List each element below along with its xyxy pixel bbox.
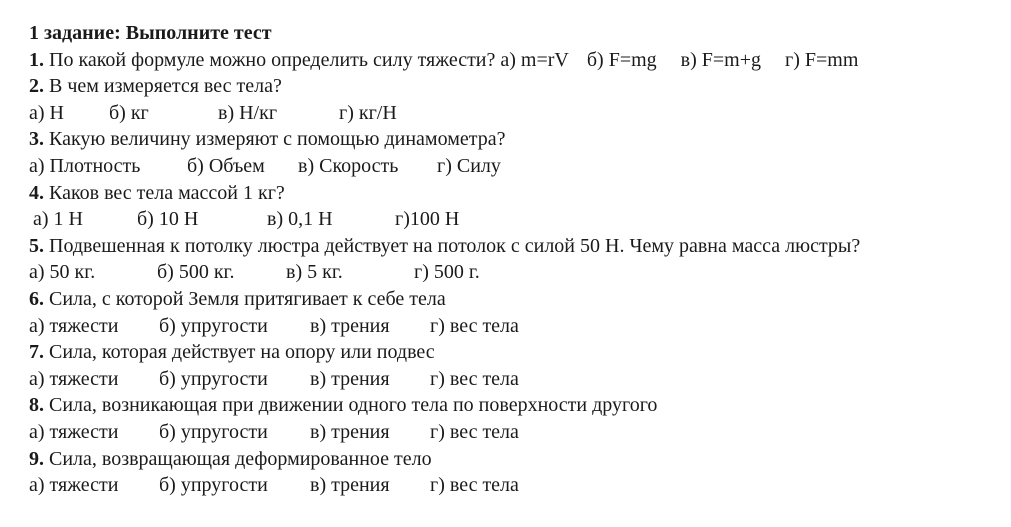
question-number: 8. [29,394,44,417]
option-b: б) Объем [187,154,265,177]
options-2 [29,100,1004,127]
question-number: 9. [29,447,44,470]
option-d: г) 500 г. [414,261,480,284]
question-9 [29,446,1004,473]
option-c: в) Н/кг [218,101,278,124]
options-5 [29,259,1004,286]
question-7 [29,339,1004,366]
option-c: в) Скорость [298,154,399,177]
question-3 [29,126,1004,153]
option-d: г)100 Н [395,208,460,231]
option-d: г) вес тела [430,420,519,443]
question-text: Сила, которая действует на опору или подвес [49,341,435,364]
question-number: 4. [29,181,44,204]
option-b: б) упругости [159,314,268,337]
test-document [29,20,1004,499]
options-3 [29,153,1004,180]
question-8 [29,392,1004,419]
question-5 [29,233,1004,260]
option-a: а) тяжести [29,314,119,337]
question-2 [29,73,1004,100]
question-number: 7. [29,341,44,364]
option-b: б) упругости [159,420,268,443]
options-9 [29,472,1004,499]
option-b: б) упругости [159,474,268,497]
question-text: В чем измеряется вес тела? [49,75,282,98]
option-d: г) вес тела [430,367,519,390]
option-a: а) Плотность [29,154,141,177]
question-text: Подвешенная к потолку люстра действует на потолок с силой 50 Н. Чему равна масса люстры? [49,234,861,257]
question-text: Сила, возникающая при движении одного тела по поверхности другого [49,394,658,417]
option-c: в) трения [310,474,390,497]
page-title: 1 задание: Выполните тест [29,22,272,44]
question-text: По какой формуле можно определить силу тяжести? [49,48,496,71]
question-number: 1. [29,48,44,71]
option-a: а) тяжести [29,474,119,497]
option-a: а) тяжести [29,367,119,390]
option-d: г) вес тела [430,474,519,497]
question-text: Каков вес тела массой 1 кг? [49,181,285,204]
option-d: г) F=mm [785,48,859,71]
option-b: б) кг [109,101,149,124]
options-4 [29,206,1004,233]
question-number: 5. [29,234,44,257]
option-c: в) 5 кг. [286,261,343,284]
option-a: а) m=rV [500,48,569,71]
option-d: г) Силу [437,154,501,177]
option-b: б) упругости [159,367,268,390]
option-b: б) F=mg [586,48,657,71]
option-b: б) 500 кг. [157,261,235,284]
options-6 [29,313,1004,340]
question-text: Сила, возвращающая деформированное тело [49,447,432,470]
option-c: в) F=m+g [680,48,762,71]
option-a: а) 1 Н [33,208,83,231]
question-text: Какую величину измеряют с помощью динамометра? [49,128,506,151]
option-c: в) трения [310,420,390,443]
option-a: а) 50 кг. [29,261,96,284]
question-text: Сила, с которой Земля притягивает к себе тела [49,287,446,310]
question-number: 2. [29,75,44,98]
options-7 [29,366,1004,393]
question-1 [29,47,1004,74]
option-a: а) тяжести [29,420,119,443]
option-c: в) трения [310,314,390,337]
option-b: б) 10 Н [137,208,199,231]
option-a: а) Н [29,101,64,124]
options-8 [29,419,1004,446]
option-c: в) трения [310,367,390,390]
option-c: в) 0,1 Н [267,208,333,231]
question-6 [29,286,1004,313]
option-d: г) кг/Н [339,101,397,124]
option-d: г) вес тела [430,314,519,337]
question-4 [29,180,1004,207]
question-number: 3. [29,128,44,151]
question-number: 6. [29,287,44,310]
